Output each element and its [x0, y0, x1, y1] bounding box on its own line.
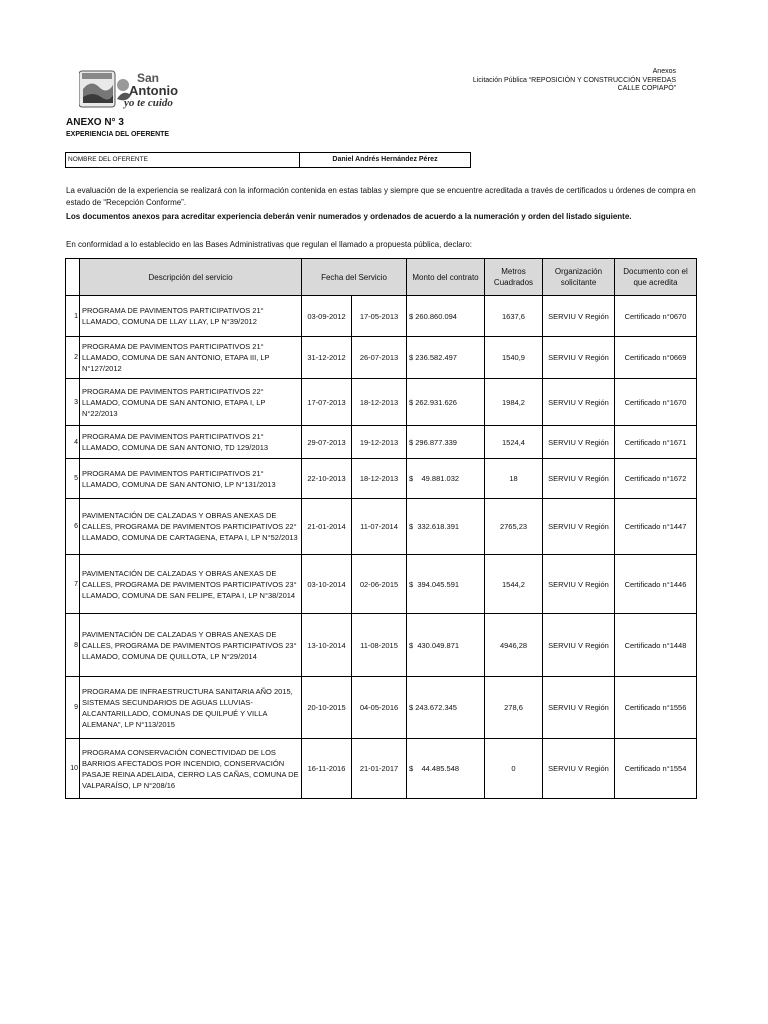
row-fecha-inicio: 21-01-2014: [302, 499, 352, 555]
row-monto: $ 236.582.497: [407, 337, 485, 379]
row-fecha-inicio: 31-12-2012: [302, 337, 352, 379]
oferente-label: NOMBRE DEL OFERENTE: [66, 153, 300, 167]
row-monto: $ 430.049.871: [407, 614, 485, 677]
row-fecha-fin: 02-06-2015: [352, 555, 407, 614]
row-fecha-inicio: 16-11-2016: [302, 739, 352, 799]
experience-table: [65, 258, 697, 799]
row-metros: 18: [485, 459, 543, 499]
row-metros: 4946,28: [485, 614, 543, 677]
table-row: [66, 614, 697, 677]
logo-text-san: San: [137, 71, 160, 85]
header-licitacion: Licitación Pública “REPOSICIÓN Y CONSTRUCCIÓN VEREDAS: [472, 76, 676, 84]
row-number: 6: [66, 499, 80, 555]
row-organizacion: SERVIU V Región: [543, 555, 615, 614]
row-description: PROGRAMA DE PAVIMENTOS PARTICIPATIVOS 21° LLAMADO, COMUNA DE SAN ANTONIO, ETAPA III, LP N°127/2012: [80, 337, 302, 379]
header-organizacion: Organización solicitante: [543, 259, 615, 296]
row-fecha-inicio: 17-07-2013: [302, 379, 352, 426]
table-header-row: [66, 259, 697, 296]
paragraph-conformidad: En conformidad a lo establecido en las Bases Administrativas que regulan el llamado a propuesta pública, declaro:: [66, 240, 473, 249]
row-organizacion: SERVIU V Región: [543, 337, 615, 379]
row-metros: 1540,9: [485, 337, 543, 379]
row-fecha-inicio: 29-07-2013: [302, 426, 352, 459]
row-organizacion: SERVIU V Región: [543, 426, 615, 459]
header-anexos: Anexos: [652, 68, 676, 75]
row-fecha-inicio: 20-10-2015: [302, 677, 352, 739]
table-row: [66, 677, 697, 739]
row-documento: Certificado n°1554: [615, 739, 697, 799]
row-fecha-fin: 04-05-2016: [352, 677, 407, 739]
row-monto: $ 296.877.339: [407, 426, 485, 459]
row-metros: 1637,6: [485, 296, 543, 337]
row-documento: Certificado n°1447: [615, 499, 697, 555]
row-fecha-fin: 11-07-2014: [352, 499, 407, 555]
row-monto: $ 332.618.391: [407, 499, 485, 555]
header-documento: Documento con el que acredita: [615, 259, 697, 296]
row-documento: Certificado n°1446: [615, 555, 697, 614]
header-calle: CALLE COPIAPÓ”: [617, 85, 676, 92]
row-documento: Certificado n°1672: [615, 459, 697, 499]
row-fecha-fin: 11-08-2015: [352, 614, 407, 677]
row-fecha-inicio: 22-10-2013: [302, 459, 352, 499]
row-description: PAVIMENTACIÓN DE CALZADAS Y OBRAS ANEXAS DE CALLES, PROGRAMA DE PAVIMENTOS PARTICIPATIVOS 23° LLAMADO, COMUNA DE SAN FELIPE, ETAPA I, LP N°38/2014: [80, 555, 302, 614]
row-description: PAVIMENTACIÓN DE CALZADAS Y OBRAS ANEXAS DE CALLES, PROGRAMA DE PAVIMENTOS PARTICIPATIVOS 23° LLAMADO, COMUNA DE QUILLOTA, LP N°29/2014: [80, 614, 302, 677]
header-monto: Monto del contrato: [407, 259, 485, 296]
row-number: 3: [66, 379, 80, 426]
paragraph-evaluacion: La evaluación de la experiencia se realizará con la información contenida en estas tablas y siempre que se encuentre acreditada a través de certificados u órdenes de compra en estado de “Recepción Conforme”.: [66, 186, 696, 207]
paragraph-documentos: Los documentos anexos para acreditar experiencia deberán venir numerados y ordenados de acuerdo a la numeración y orden del listado siguiente.: [66, 212, 632, 221]
row-metros: 0: [485, 739, 543, 799]
page-subtitle: EXPERIENCIA DEL OFERENTE: [66, 131, 170, 138]
table-body: [66, 296, 697, 799]
san-antonio-logo: [79, 69, 229, 109]
row-documento: Certificado n°0669: [615, 337, 697, 379]
logo-text-antonio: Antonio: [129, 83, 179, 98]
row-monto: $ 243.672.345: [407, 677, 485, 739]
row-documento: Certificado n°0670: [615, 296, 697, 337]
header-right: [376, 68, 676, 94]
row-monto: $ 44.485.548: [407, 739, 485, 799]
row-monto: $ 260.860.094: [407, 296, 485, 337]
row-number: 8: [66, 614, 80, 677]
row-description: PROGRAMA DE PAVIMENTOS PARTICIPATIVOS 21° LLAMADO, COMUNA DE SAN ANTONIO, LP N°131/2013: [80, 459, 302, 499]
row-fecha-fin: 18-12-2013: [352, 379, 407, 426]
row-description: PROGRAMA DE PAVIMENTOS PARTICIPATIVOS 21° LLAMADO, COMUNA DE SAN ANTONIO, TD 129/2013: [80, 426, 302, 459]
row-fecha-fin: 19-12-2013: [352, 426, 407, 459]
table-row: [66, 499, 697, 555]
row-description: PROGRAMA DE PAVIMENTOS PARTICIPATIVOS 21° LLAMADO, COMUNA DE LLAY LLAY, LP N°39/2012: [80, 296, 302, 337]
table-row: [66, 459, 697, 499]
oferente-value: Daniel Andrés Hernández Pérez: [332, 156, 438, 163]
row-number: 9: [66, 677, 80, 739]
row-number: 1: [66, 296, 80, 337]
row-documento: Certificado n°1671: [615, 426, 697, 459]
row-number: 5: [66, 459, 80, 499]
row-organizacion: SERVIU V Región: [543, 499, 615, 555]
table-row: [66, 337, 697, 379]
row-metros: 2765,23: [485, 499, 543, 555]
table-row: [66, 426, 697, 459]
header-metros: Metros Cuadrados: [485, 259, 543, 296]
logo-tagline: yo te cuido: [124, 97, 173, 109]
row-fecha-inicio: 03-09-2012: [302, 296, 352, 337]
row-monto: $ 394.045.591: [407, 555, 485, 614]
row-metros: 1544,2: [485, 555, 543, 614]
table-row: [66, 296, 697, 337]
row-number: 2: [66, 337, 80, 379]
row-documento: Certificado n°1556: [615, 677, 697, 739]
row-monto: $ 49.881.032: [407, 459, 485, 499]
row-metros: 278,6: [485, 677, 543, 739]
row-organizacion: SERVIU V Región: [543, 677, 615, 739]
header-num: [66, 259, 80, 296]
row-number: 10: [66, 739, 80, 799]
oferente-box: [65, 152, 471, 168]
row-documento: Certificado n°1448: [615, 614, 697, 677]
row-metros: 1984,2: [485, 379, 543, 426]
row-description: PAVIMENTACIÓN DE CALZADAS Y OBRAS ANEXAS DE CALLES, PROGRAMA DE PAVIMENTOS PARTICIPATIVOS 22° LLAMADO, COMUNA DE CARTAGENA, ETAPA I, LP N°52/2013: [80, 499, 302, 555]
row-organizacion: SERVIU V Región: [543, 739, 615, 799]
row-monto: $ 262.931.626: [407, 379, 485, 426]
row-fecha-fin: 18-12-2013: [352, 459, 407, 499]
row-number: 4: [66, 426, 80, 459]
page-title: ANEXO N° 3: [66, 117, 124, 128]
row-organizacion: SERVIU V Región: [543, 459, 615, 499]
row-number: 7: [66, 555, 80, 614]
row-fecha-inicio: 03-10-2014: [302, 555, 352, 614]
row-fecha-inicio: 13-10-2014: [302, 614, 352, 677]
row-organizacion: SERVIU V Región: [543, 614, 615, 677]
row-description: PROGRAMA DE PAVIMENTOS PARTICIPATIVOS 22° LLAMADO, COMUNA DE SAN ANTONIO, ETAPA I, LP N°22/2013: [80, 379, 302, 426]
header-descripcion: Descripción del servicio: [80, 259, 302, 296]
row-fecha-fin: 26-07-2013: [352, 337, 407, 379]
row-organizacion: SERVIU V Región: [543, 379, 615, 426]
table-row: [66, 379, 697, 426]
row-documento: Certificado n°1670: [615, 379, 697, 426]
table-row: [66, 739, 697, 799]
header-fecha: Fecha del Servicio: [302, 259, 407, 296]
row-description: PROGRAMA CONSERVACIÓN CONECTIVIDAD DE LOS BARRIOS AFECTADOS POR INCENDIO, CONSERVACIÓN PASAJE REINA ADELAIDA, CERRO LAS CAÑAS, COMUNA DE VALPARAÍSO, LP N°208/16: [80, 739, 302, 799]
row-fecha-fin: 17-05-2013: [352, 296, 407, 337]
table-row: [66, 555, 697, 614]
row-organizacion: SERVIU V Región: [543, 296, 615, 337]
row-metros: 1524,4: [485, 426, 543, 459]
row-fecha-fin: 21-01-2017: [352, 739, 407, 799]
row-description: PROGRAMA DE INFRAESTRUCTURA SANITARIA AÑO 2015, SISTEMAS SECUNDARIOS DE AGUAS LLUVIAS-ALCANTARILLADO, COMUNAS DE QUILPUÉ Y VILLA ALEMANA", LP N°113/2015: [80, 677, 302, 739]
